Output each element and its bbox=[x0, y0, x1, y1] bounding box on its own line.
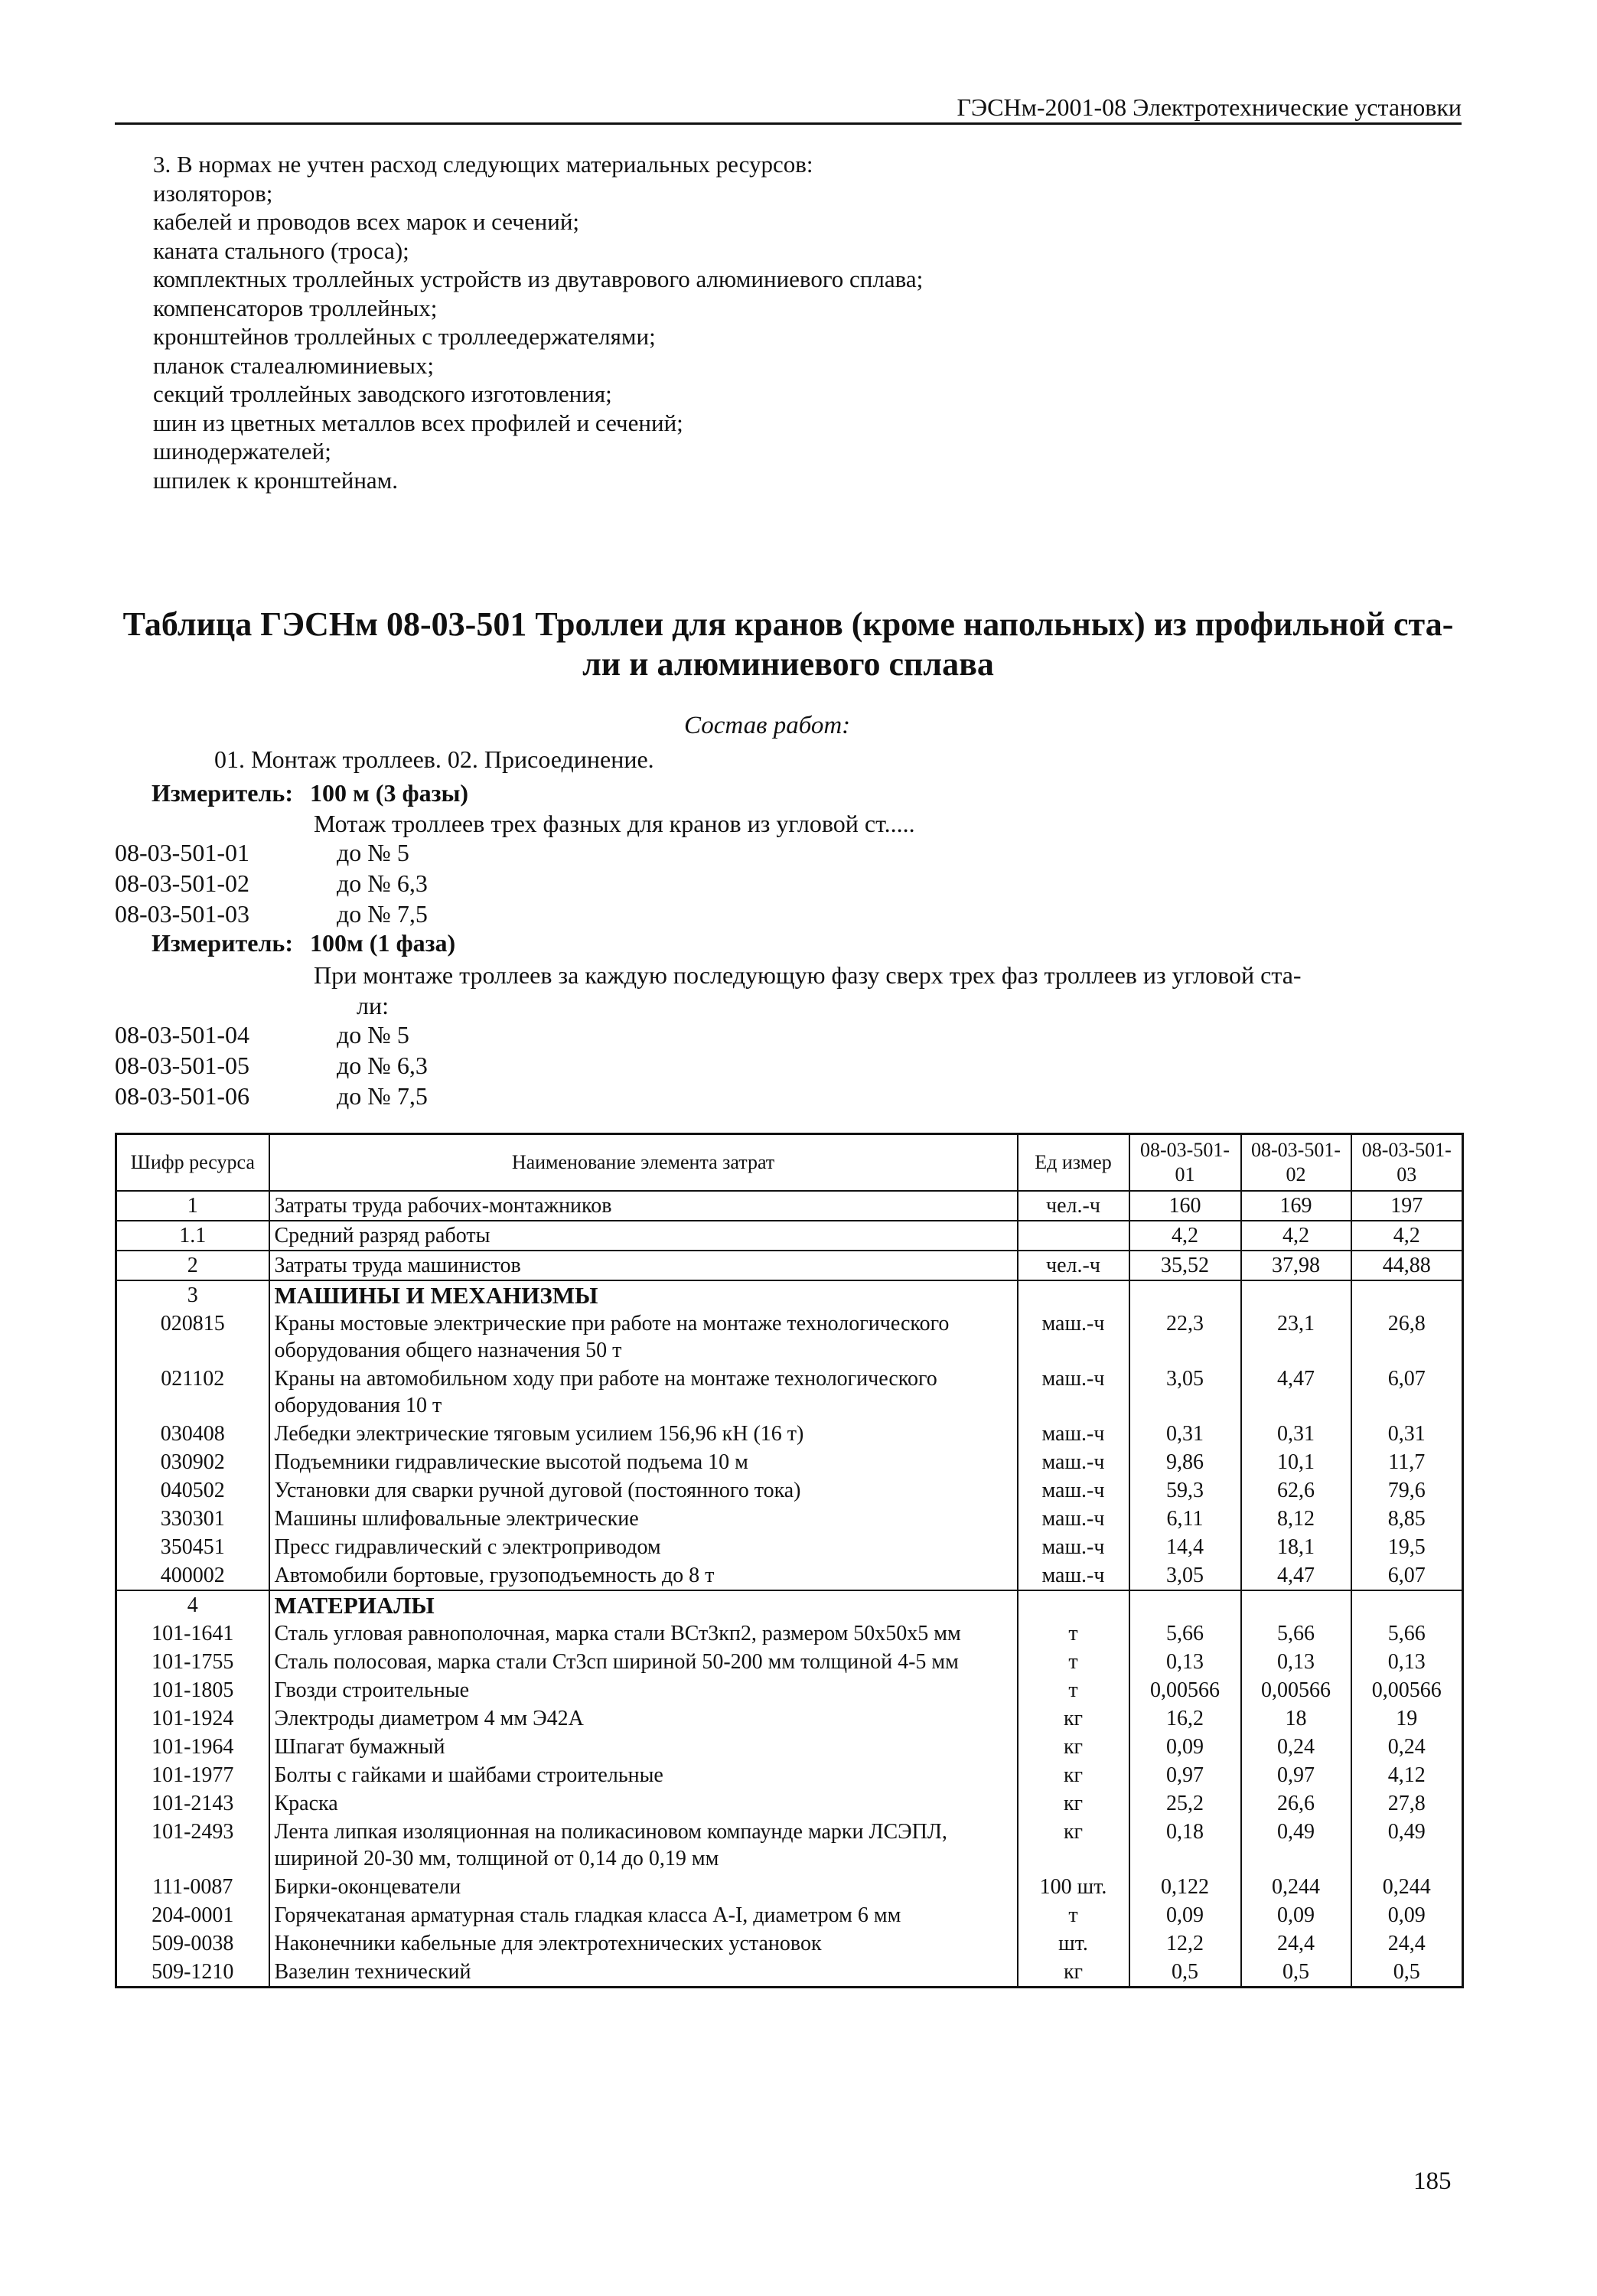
unit-cell: кг bbox=[1018, 1761, 1129, 1789]
value-cell: 0,09 bbox=[1241, 1901, 1351, 1929]
value-cell: 62,6 bbox=[1241, 1476, 1351, 1505]
unit-cell bbox=[1018, 1221, 1129, 1251]
table-row bbox=[116, 1561, 1463, 1590]
unit-cell: чел.-ч bbox=[1018, 1191, 1129, 1221]
value-cell bbox=[1241, 1280, 1351, 1309]
measure-value: 100м (1 фаза) bbox=[309, 929, 456, 957]
resource-code-cell: 030902 bbox=[116, 1448, 269, 1476]
resource-name-cell: МАТЕРИАЛЫ bbox=[269, 1590, 1018, 1619]
norm-value: до № 6,3 bbox=[337, 869, 428, 897]
resource-code-cell: 030408 bbox=[116, 1420, 269, 1448]
resource-code-cell: 111-0087 bbox=[116, 1873, 269, 1901]
value-cell: 12,2 bbox=[1129, 1929, 1241, 1958]
value-cell: 0,31 bbox=[1351, 1420, 1463, 1448]
note-line: 3. В нормах не учтен расход следующих материальных ресурсов: bbox=[153, 151, 813, 178]
norm-value: до № 6,3 bbox=[337, 1052, 428, 1079]
note-line: шинодержателей; bbox=[153, 438, 331, 465]
table-row bbox=[116, 1505, 1463, 1533]
resource-name-cell: Краны мостовые электрические при работе на монтаже технологического оборудования общего назначения 50 т bbox=[269, 1309, 1018, 1365]
value-cell: 9,86 bbox=[1129, 1448, 1241, 1476]
note-line: шин из цветных металлов всех профилей и сечений; bbox=[153, 409, 683, 436]
table-row bbox=[116, 1476, 1463, 1505]
description-line: ли: bbox=[357, 992, 389, 1019]
unit-cell: маш.-ч bbox=[1018, 1309, 1129, 1365]
norm-value: до № 7,5 bbox=[337, 900, 428, 928]
resource-name-cell: Краска bbox=[269, 1789, 1018, 1818]
unit-cell: 100 шт. bbox=[1018, 1873, 1129, 1901]
unit-cell: т bbox=[1018, 1619, 1129, 1648]
value-cell: 5,66 bbox=[1241, 1619, 1351, 1648]
resource-code-cell: 3 bbox=[116, 1280, 269, 1309]
code-row bbox=[115, 839, 409, 867]
code-row bbox=[115, 1052, 428, 1080]
resource-code-cell: 400002 bbox=[116, 1561, 269, 1590]
resource-name-cell: Краны на автомобильном ходу при работе на монтаже технологического оборудования 10 т bbox=[269, 1365, 1018, 1420]
table-row bbox=[116, 1929, 1463, 1958]
table-row bbox=[116, 1221, 1463, 1251]
unit-cell: маш.-ч bbox=[1018, 1448, 1129, 1476]
resource-name-cell: Средний разряд работы bbox=[269, 1221, 1018, 1251]
value-cell: 3,05 bbox=[1129, 1365, 1241, 1420]
resource-code-cell: 4 bbox=[116, 1590, 269, 1619]
unit-cell: кг bbox=[1018, 1818, 1129, 1873]
resource-code-cell: 204-0001 bbox=[116, 1901, 269, 1929]
table-header-row bbox=[116, 1134, 1463, 1192]
resource-code-cell: 020815 bbox=[116, 1309, 269, 1365]
resource-name-cell: Сталь полосовая, марка стали Ст3сп шириной 50-200 мм толщиной 4-5 мм bbox=[269, 1648, 1018, 1676]
code-row bbox=[115, 869, 428, 898]
unit-cell: кг bbox=[1018, 1789, 1129, 1818]
norm-code: 08-03-501-04 bbox=[115, 1021, 249, 1049]
table-row bbox=[116, 1873, 1463, 1901]
value-cell: 79,6 bbox=[1351, 1476, 1463, 1505]
table-title-line: Таблица ГЭСНм 08-03-501 Троллеи для кранов (кроме напольных) из профильной ста- bbox=[122, 605, 1454, 643]
value-cell: 11,7 bbox=[1351, 1448, 1463, 1476]
measure-group-2 bbox=[152, 929, 455, 957]
table-row bbox=[116, 1533, 1463, 1561]
value-cell: 0,31 bbox=[1129, 1420, 1241, 1448]
measure-label: Измеритель: bbox=[152, 929, 293, 957]
code-row bbox=[115, 1082, 428, 1110]
measure-label: Измеритель: bbox=[152, 779, 293, 807]
norm-code: 08-03-501-06 bbox=[115, 1082, 249, 1110]
table-row bbox=[116, 1251, 1463, 1280]
resource-name-cell: Электроды диаметром 4 мм Э42А bbox=[269, 1704, 1018, 1733]
norm-code: 08-03-501-05 bbox=[115, 1052, 249, 1079]
value-cell: 197 bbox=[1351, 1191, 1463, 1221]
value-cell: 37,98 bbox=[1241, 1251, 1351, 1280]
table-row bbox=[116, 1365, 1463, 1420]
table-row bbox=[116, 1676, 1463, 1704]
resource-code-cell: 101-2143 bbox=[116, 1789, 269, 1818]
value-cell: 5,66 bbox=[1351, 1619, 1463, 1648]
value-cell: 24,4 bbox=[1241, 1929, 1351, 1958]
resource-name-cell: Горячекатаная арматурная сталь гладкая класса А-I, диаметром 6 мм bbox=[269, 1901, 1018, 1929]
value-cell bbox=[1129, 1280, 1241, 1309]
value-cell: 16,2 bbox=[1129, 1704, 1241, 1733]
running-header bbox=[115, 92, 1462, 125]
value-cell: 27,8 bbox=[1351, 1789, 1463, 1818]
value-cell: 4,2 bbox=[1351, 1221, 1463, 1251]
value-cell: 44,88 bbox=[1351, 1251, 1463, 1280]
value-cell: 0,49 bbox=[1241, 1818, 1351, 1873]
note-line: секций троллейных заводского изготовления; bbox=[153, 380, 612, 407]
resource-name-cell: Затраты труда рабочих-монтажников bbox=[269, 1191, 1018, 1221]
description-line: При монтаже троллеев за каждую последующую фазу сверх трех фаз троллеев из угловой ста- bbox=[314, 961, 1302, 989]
value-cell: 0,13 bbox=[1129, 1648, 1241, 1676]
page-number: 185 bbox=[1413, 2167, 1452, 2195]
header-name: Наименование элемента затрат bbox=[269, 1134, 1018, 1192]
value-cell: 0,244 bbox=[1241, 1873, 1351, 1901]
value-cell: 6,11 bbox=[1129, 1505, 1241, 1533]
resource-code-cell: 101-1805 bbox=[116, 1676, 269, 1704]
resource-name-cell: Затраты труда машинистов bbox=[269, 1251, 1018, 1280]
table-row bbox=[116, 1590, 1463, 1619]
table-row bbox=[116, 1789, 1463, 1818]
value-cell: 19 bbox=[1351, 1704, 1463, 1733]
value-cell: 6,07 bbox=[1351, 1561, 1463, 1590]
value-cell: 18 bbox=[1241, 1704, 1351, 1733]
unit-cell: маш.-ч bbox=[1018, 1533, 1129, 1561]
resource-code-cell: 330301 bbox=[116, 1505, 269, 1533]
table-row bbox=[116, 1420, 1463, 1448]
note-line: каната стального (троса); bbox=[153, 236, 409, 264]
code-row bbox=[115, 900, 428, 928]
resource-code-cell: 101-2493 bbox=[116, 1818, 269, 1873]
group-2-description bbox=[314, 960, 1462, 1021]
norm-value: до № 5 bbox=[337, 1021, 409, 1049]
value-cell: 35,52 bbox=[1129, 1251, 1241, 1280]
measure-value: 100 м (3 фазы) bbox=[309, 779, 469, 807]
resource-name-cell: Пресс гидравлический с электроприводом bbox=[269, 1533, 1018, 1561]
value-cell: 0,5 bbox=[1351, 1958, 1463, 1988]
resource-name-cell: Автомобили бортовые, грузоподъемность до 8 т bbox=[269, 1561, 1018, 1590]
resource-name-cell: Бирки-оконцеватели bbox=[269, 1873, 1018, 1901]
unit-cell: маш.-ч bbox=[1018, 1561, 1129, 1590]
composition-label: Состав работ: bbox=[684, 712, 851, 739]
value-cell bbox=[1351, 1280, 1463, 1309]
value-cell: 24,4 bbox=[1351, 1929, 1463, 1958]
value-cell: 0,18 bbox=[1129, 1818, 1241, 1873]
value-cell: 169 bbox=[1241, 1191, 1351, 1221]
unit-cell bbox=[1018, 1590, 1129, 1619]
resource-name-cell: МАШИНЫ И МЕХАНИЗМЫ bbox=[269, 1280, 1018, 1309]
value-cell: 0,49 bbox=[1351, 1818, 1463, 1873]
note-line: кабелей и проводов всех марок и сечений; bbox=[153, 208, 580, 235]
value-cell: 0,00566 bbox=[1351, 1676, 1463, 1704]
running-header-text: ГЭСНм-2001-08 Электротехнические установки bbox=[957, 93, 1462, 121]
resource-code-cell: 040502 bbox=[116, 1476, 269, 1505]
group-1-description: Мотаж троллеев трех фазных для кранов из угловой ст..... bbox=[314, 810, 915, 837]
unaccounted-materials-note bbox=[153, 150, 923, 494]
resource-name-cell: Наконечники кабельные для электротехнических установок bbox=[269, 1929, 1018, 1958]
value-cell: 59,3 bbox=[1129, 1476, 1241, 1505]
value-cell bbox=[1129, 1590, 1241, 1619]
resource-code-cell: 101-1964 bbox=[116, 1733, 269, 1761]
value-cell: 22,3 bbox=[1129, 1309, 1241, 1365]
note-line: изоляторов; bbox=[153, 179, 273, 207]
value-cell: 0,00566 bbox=[1241, 1676, 1351, 1704]
value-cell: 0,00566 bbox=[1129, 1676, 1241, 1704]
value-cell: 19,5 bbox=[1351, 1533, 1463, 1561]
value-cell bbox=[1351, 1590, 1463, 1619]
resource-name-cell: Лента липкая изоляционная на поликасиновом компаунде марки ЛСЭПЛ, шириной 20-30 мм, толщиной от 0,14 до 0,19 мм bbox=[269, 1818, 1018, 1873]
resource-code-cell: 1.1 bbox=[116, 1221, 269, 1251]
value-cell: 5,66 bbox=[1129, 1619, 1241, 1648]
note-line: компенсаторов троллейных; bbox=[153, 294, 438, 321]
header-unit: Ед измер bbox=[1018, 1134, 1129, 1192]
value-cell: 4,12 bbox=[1351, 1761, 1463, 1789]
table-row bbox=[116, 1958, 1463, 1988]
value-cell bbox=[1241, 1590, 1351, 1619]
table-row bbox=[116, 1191, 1463, 1221]
resource-name-cell: Вазелин технический bbox=[269, 1958, 1018, 1988]
resource-code-cell: 101-1641 bbox=[116, 1619, 269, 1648]
resource-name-cell: Лебедки электрические тяговым усилием 156,96 кН (16 т) bbox=[269, 1420, 1018, 1448]
value-cell: 14,4 bbox=[1129, 1533, 1241, 1561]
unit-cell: чел.-ч bbox=[1018, 1251, 1129, 1280]
value-cell: 4,2 bbox=[1129, 1221, 1241, 1251]
value-cell: 0,24 bbox=[1241, 1733, 1351, 1761]
unit-cell: маш.-ч bbox=[1018, 1476, 1129, 1505]
resource-code-cell: 350451 bbox=[116, 1533, 269, 1561]
note-line: кронштейнов троллейных с троллеедержателями; bbox=[153, 323, 656, 350]
table-row bbox=[116, 1309, 1463, 1365]
unit-cell: т bbox=[1018, 1648, 1129, 1676]
value-cell: 10,1 bbox=[1241, 1448, 1351, 1476]
note-line: комплектных троллейных устройств из двутаврового алюминиевого сплава; bbox=[153, 266, 924, 292]
unit-cell: маш.-ч bbox=[1018, 1505, 1129, 1533]
resource-code-cell: 101-1924 bbox=[116, 1704, 269, 1733]
resource-name-cell: Установки для сварки ручной дуговой (постоянного тока) bbox=[269, 1476, 1018, 1505]
resource-name-cell: Машины шлифовальные электрические bbox=[269, 1505, 1018, 1533]
resource-code-cell: 2 bbox=[116, 1251, 269, 1280]
unit-cell: кг bbox=[1018, 1958, 1129, 1988]
unit-cell bbox=[1018, 1280, 1129, 1309]
code-row bbox=[115, 1021, 409, 1049]
table-title bbox=[115, 605, 1462, 684]
value-cell: 18,1 bbox=[1241, 1533, 1351, 1561]
unit-cell: маш.-ч bbox=[1018, 1365, 1129, 1420]
resource-table bbox=[115, 1133, 1464, 1988]
header-code: Шифр ресурса bbox=[116, 1134, 269, 1192]
norm-value: до № 5 bbox=[337, 839, 409, 866]
norm-code: 08-03-501-02 bbox=[115, 869, 249, 897]
table-row bbox=[116, 1818, 1463, 1873]
unit-cell: т bbox=[1018, 1676, 1129, 1704]
value-cell: 6,07 bbox=[1351, 1365, 1463, 1420]
header-col-2: 08-03-501-02 bbox=[1241, 1134, 1351, 1192]
norm-code: 08-03-501-03 bbox=[115, 900, 249, 928]
value-cell: 4,47 bbox=[1241, 1365, 1351, 1420]
composition-text: 01. Монтаж троллеев. 02. Присоединение. bbox=[214, 745, 654, 773]
table-row bbox=[116, 1619, 1463, 1648]
value-cell: 3,05 bbox=[1129, 1561, 1241, 1590]
value-cell: 0,09 bbox=[1129, 1901, 1241, 1929]
table-row bbox=[116, 1733, 1463, 1761]
resource-code-cell: 509-1210 bbox=[116, 1958, 269, 1988]
header-col-3: 08-03-501-03 bbox=[1351, 1134, 1463, 1192]
unit-cell: маш.-ч bbox=[1018, 1420, 1129, 1448]
value-cell: 0,09 bbox=[1129, 1733, 1241, 1761]
resource-code-cell: 1 bbox=[116, 1191, 269, 1221]
value-cell: 0,244 bbox=[1351, 1873, 1463, 1901]
unit-cell: кг bbox=[1018, 1733, 1129, 1761]
note-line: шпилек к кронштейнам. bbox=[153, 466, 399, 494]
resource-name-cell: Подъемники гидравлические высотой подъема 10 м bbox=[269, 1448, 1018, 1476]
header-col-1: 08-03-501-01 bbox=[1129, 1134, 1241, 1192]
note-line: планок сталеалюминиевых; bbox=[153, 351, 435, 379]
resource-name-cell: Гвозди строительные bbox=[269, 1676, 1018, 1704]
value-cell: 0,5 bbox=[1129, 1958, 1241, 1988]
measure-group-1 bbox=[152, 779, 468, 807]
value-cell: 23,1 bbox=[1241, 1309, 1351, 1365]
table-row bbox=[116, 1280, 1463, 1309]
value-cell: 0,5 bbox=[1241, 1958, 1351, 1988]
value-cell: 0,13 bbox=[1351, 1648, 1463, 1676]
table-title-line: ли и алюминиевого сплава bbox=[582, 645, 994, 683]
value-cell: 8,85 bbox=[1351, 1505, 1463, 1533]
resource-code-cell: 101-1977 bbox=[116, 1761, 269, 1789]
resource-name-cell: Болты с гайками и шайбами строительные bbox=[269, 1761, 1018, 1789]
value-cell: 4,47 bbox=[1241, 1561, 1351, 1590]
norm-code: 08-03-501-01 bbox=[115, 839, 249, 866]
value-cell: 26,6 bbox=[1241, 1789, 1351, 1818]
table-row bbox=[116, 1761, 1463, 1789]
table-row bbox=[116, 1901, 1463, 1929]
table-row bbox=[116, 1704, 1463, 1733]
table-row bbox=[116, 1648, 1463, 1676]
unit-cell: кг bbox=[1018, 1704, 1129, 1733]
value-cell: 8,12 bbox=[1241, 1505, 1351, 1533]
value-cell: 0,31 bbox=[1241, 1420, 1351, 1448]
value-cell: 26,8 bbox=[1351, 1309, 1463, 1365]
table-row bbox=[116, 1448, 1463, 1476]
value-cell: 160 bbox=[1129, 1191, 1241, 1221]
value-cell: 0,97 bbox=[1241, 1761, 1351, 1789]
resource-name-cell: Шпагат бумажный bbox=[269, 1733, 1018, 1761]
value-cell: 25,2 bbox=[1129, 1789, 1241, 1818]
value-cell: 0,24 bbox=[1351, 1733, 1463, 1761]
value-cell: 0,97 bbox=[1129, 1761, 1241, 1789]
resource-code-cell: 021102 bbox=[116, 1365, 269, 1420]
value-cell: 0,09 bbox=[1351, 1901, 1463, 1929]
unit-cell: т bbox=[1018, 1901, 1129, 1929]
table-body bbox=[116, 1191, 1463, 1988]
value-cell: 4,2 bbox=[1241, 1221, 1351, 1251]
unit-cell: шт. bbox=[1018, 1929, 1129, 1958]
resource-code-cell: 509-0038 bbox=[116, 1929, 269, 1958]
value-cell: 0,122 bbox=[1129, 1873, 1241, 1901]
resource-name-cell: Сталь угловая равнополочная, марка стали ВСт3кп2, размером 50х50х5 мм bbox=[269, 1619, 1018, 1648]
value-cell: 0,13 bbox=[1241, 1648, 1351, 1676]
resource-code-cell: 101-1755 bbox=[116, 1648, 269, 1676]
norm-value: до № 7,5 bbox=[337, 1082, 428, 1110]
